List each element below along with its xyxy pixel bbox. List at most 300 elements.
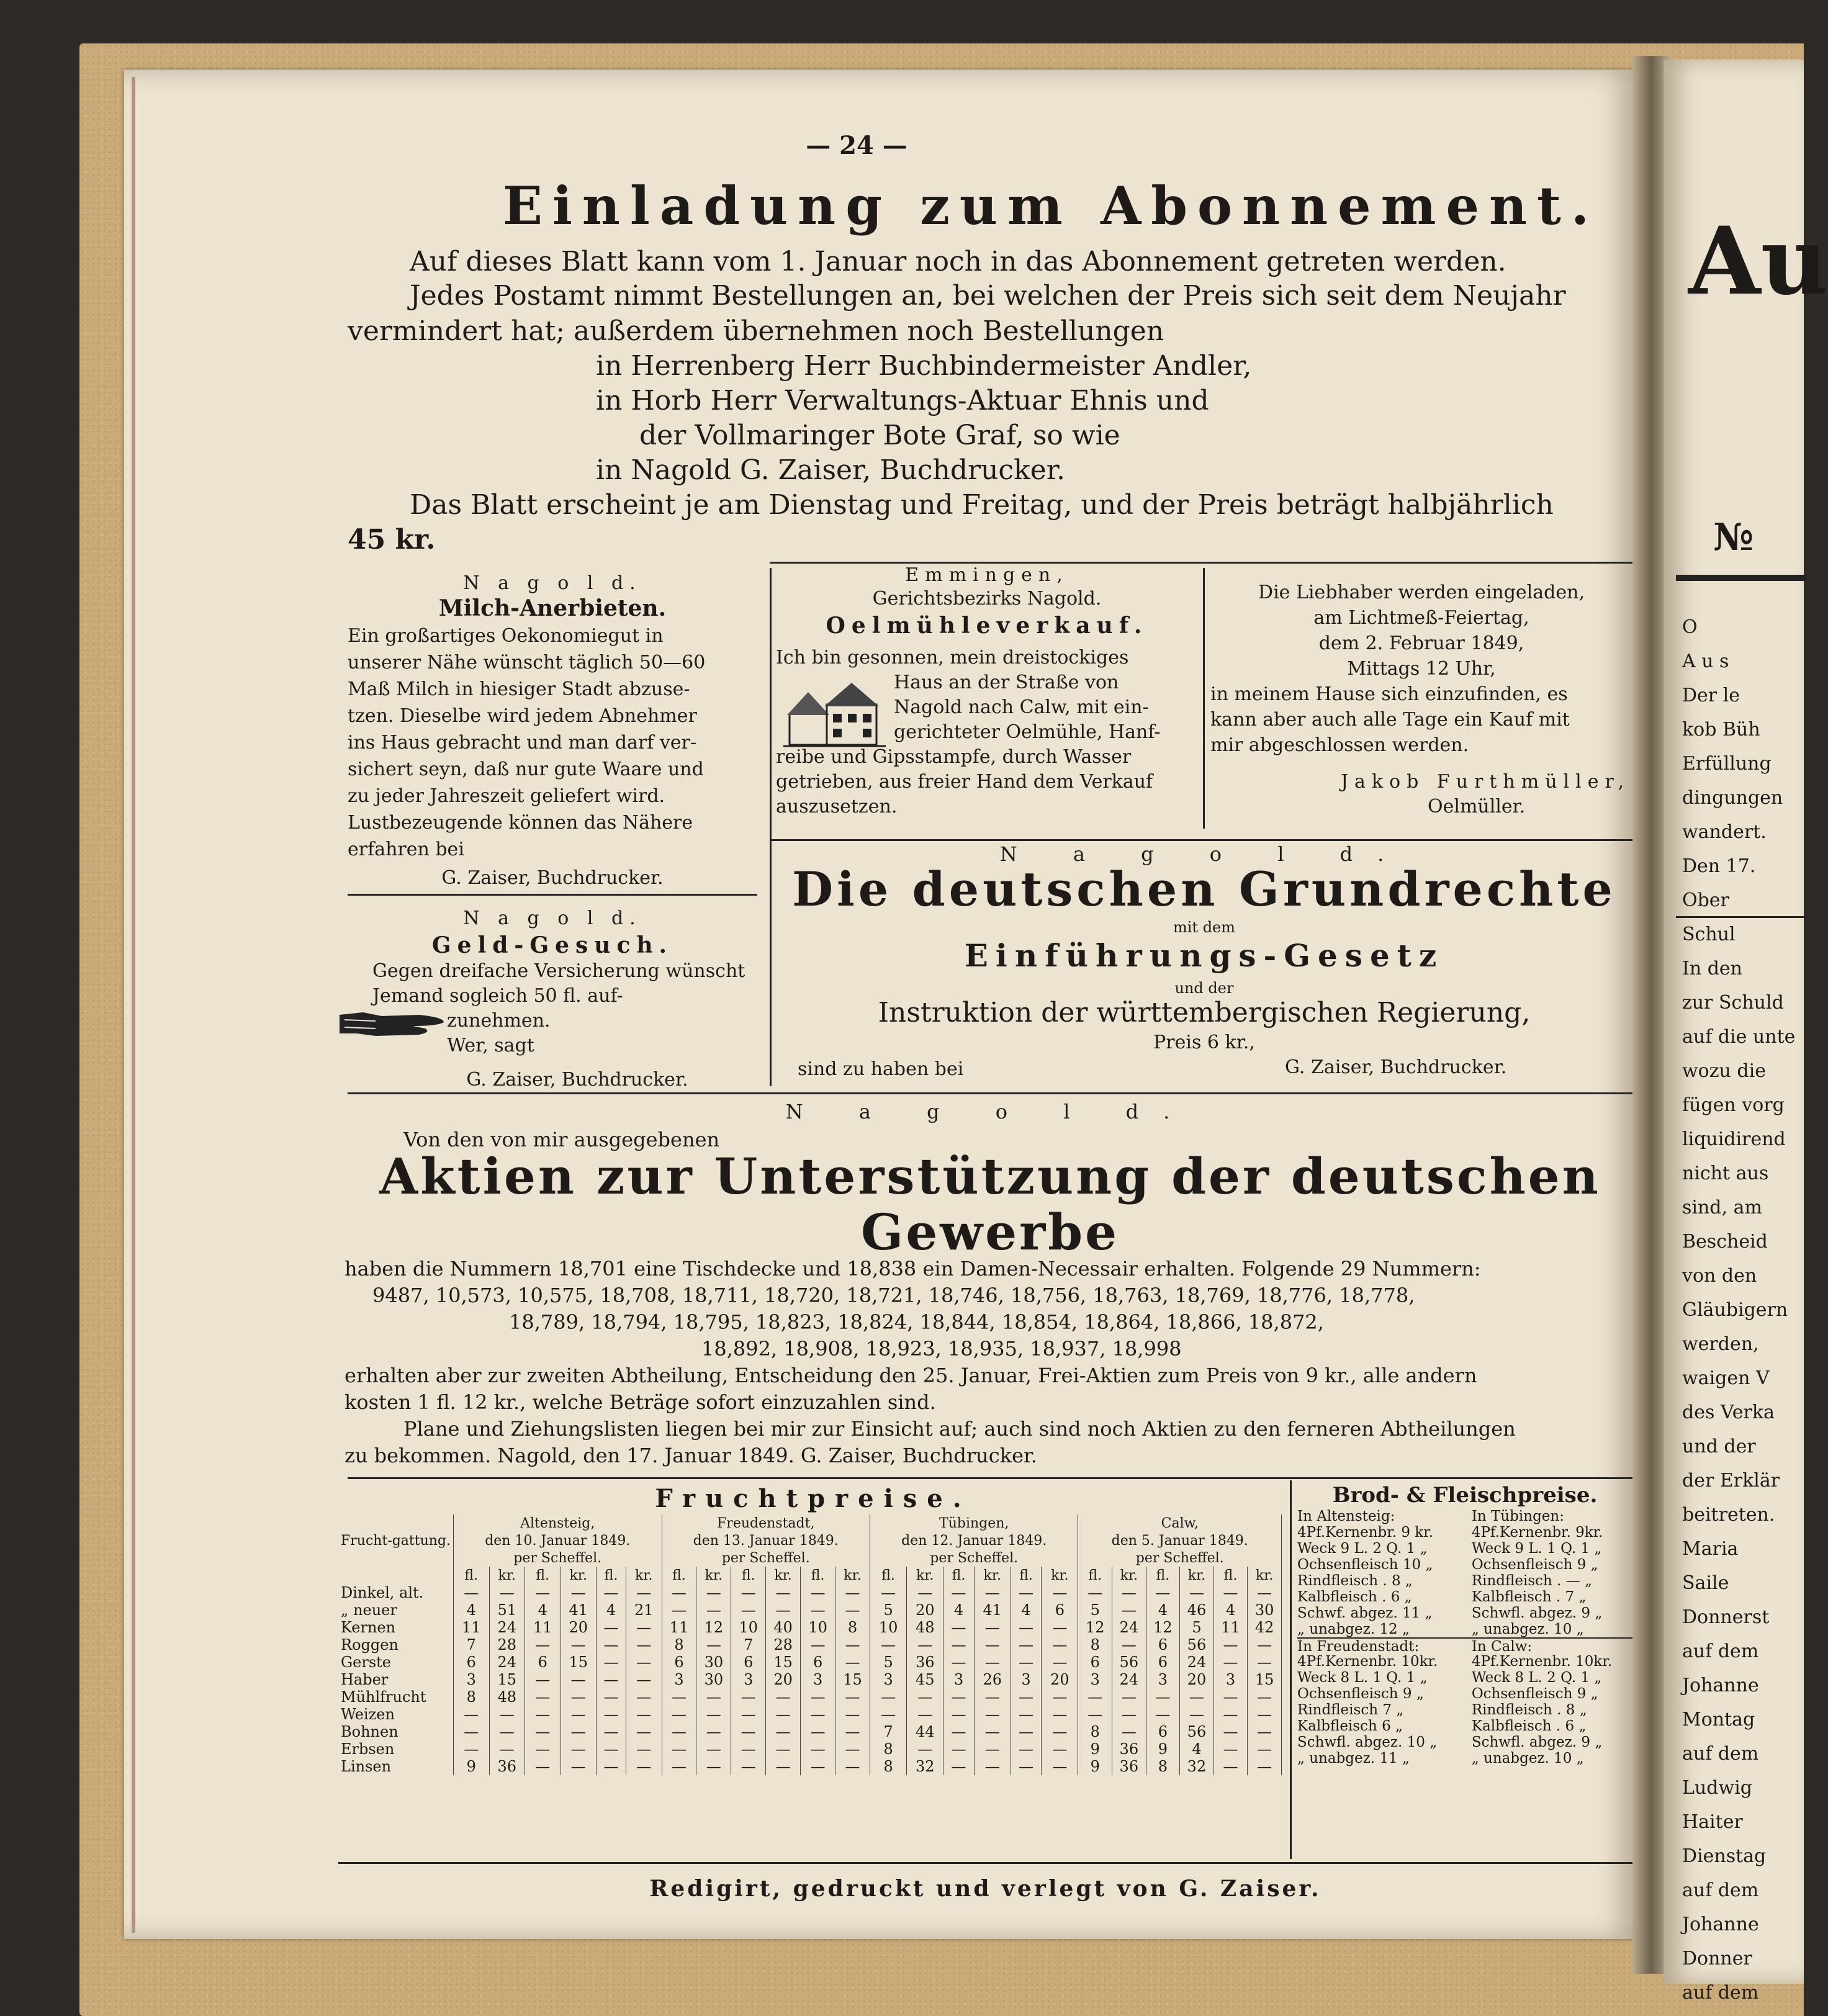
price-cell: 4 (1011, 1601, 1041, 1619)
price-cell: 36 (1112, 1740, 1146, 1758)
price-cell: — (696, 1601, 731, 1619)
grundrechte-available: sind zu haben bei (798, 1058, 964, 1080)
text-line: Haus an der Straße von (894, 672, 1119, 693)
price-cell: 4 (1213, 1601, 1248, 1619)
fruchtpreise-corner: Frucht-gattung. (338, 1514, 454, 1567)
price-cell: 6 (662, 1654, 696, 1671)
price-cell: 48 (489, 1688, 525, 1706)
aktien-title-2: Gewerbe (861, 1203, 1119, 1261)
price-cell: — (1011, 1706, 1041, 1723)
price-cell: — (626, 1619, 662, 1636)
text-line: auf dem (1682, 1640, 1759, 1662)
price-cell: — (1042, 1636, 1078, 1654)
price-entry: 4Pf.Kernenbr. 10kr. (1471, 1654, 1613, 1670)
text-line: am Lichtmeß-Feiertag, (1313, 607, 1529, 629)
price-cell: 4 (525, 1601, 561, 1619)
price-cell: — (1248, 1654, 1282, 1671)
price-cell: — (1146, 1688, 1180, 1706)
price-cell: — (1180, 1688, 1214, 1706)
price-cell: — (1213, 1740, 1248, 1758)
list-item (1297, 1605, 1632, 1621)
price-cell: 24 (1112, 1671, 1146, 1688)
text-line: Die Liebhaber werden eingeladen, (1258, 582, 1585, 603)
price-cell: — (766, 1601, 801, 1619)
price-cell: — (766, 1706, 801, 1723)
price-cell: — (1213, 1636, 1248, 1654)
text-line: 18,892, 18,908, 18,923, 18,935, 18,937, 18,998 (701, 1337, 1182, 1361)
price-cell: — (662, 1601, 696, 1619)
text-line: gerichteter Oelmühle, Hanf- (894, 721, 1161, 743)
price-cell: 15 (766, 1654, 801, 1671)
price-cell: — (1042, 1654, 1078, 1671)
price-cell: — (662, 1706, 696, 1723)
price-cell: — (835, 1723, 870, 1740)
text-line: tzen. Dieselbe wird jedem Abnehmer (348, 705, 697, 727)
aktien-intro: Von den von mir ausgegebenen (403, 1128, 720, 1151)
price-cell: 3 (1213, 1671, 1248, 1688)
text-line: Plane und Ziehungslisten liegen bei mir zur Einsicht auf; auch sind noch Aktien zu den ferneren Abtheilungen (403, 1417, 1516, 1441)
price-cell: — (561, 1740, 597, 1758)
price-entry: Rindfleisch . 8 „ (1297, 1573, 1413, 1589)
milch-signature: G. Zaiser, Buchdrucker. (441, 867, 664, 889)
price-entry: Ochsenfleisch 9 „ (1297, 1686, 1424, 1702)
grain-label: „ neuer (338, 1601, 454, 1619)
price-cell: 6 (801, 1654, 835, 1671)
price-cell: 36 (489, 1758, 525, 1775)
text-line: Der le (1682, 685, 1740, 706)
price-cell: — (525, 1584, 561, 1601)
price-cell: — (1112, 1601, 1146, 1619)
text-line: Saile (1682, 1572, 1729, 1594)
price-cell: — (766, 1584, 801, 1601)
text-line: Lustbezeugende können das Nähere (348, 812, 693, 834)
table-row (338, 1601, 1282, 1619)
footer-rule (338, 1862, 1632, 1864)
price-cell: 48 (907, 1619, 943, 1636)
price-cell: — (731, 1584, 766, 1601)
text-line: fügen vorg (1682, 1094, 1785, 1116)
text-line: mir abgeschlossen werden. (1210, 734, 1469, 756)
price-cell: — (489, 1740, 525, 1758)
price-cell: 8 (662, 1636, 696, 1654)
price-cell: — (766, 1723, 801, 1740)
price-cell: — (801, 1758, 835, 1775)
text-line: beitreten. (1682, 1504, 1775, 1526)
text-line: nicht aus (1682, 1163, 1769, 1184)
price-cell: — (561, 1636, 597, 1654)
geld-signature: G. Zaiser, Buchdrucker. (466, 1069, 688, 1091)
text-line: Haiter (1682, 1811, 1743, 1833)
price-cell: — (626, 1671, 662, 1688)
price-cell: 24 (489, 1654, 525, 1671)
price-cell: 10 (801, 1619, 835, 1636)
price-cell: 6 (1078, 1654, 1112, 1671)
price-cell: — (766, 1688, 801, 1706)
text-line: des Verka (1682, 1402, 1775, 1423)
price-cell: 56 (1112, 1654, 1146, 1671)
price-cell: 9 (1146, 1740, 1180, 1758)
price-cell: 4 (454, 1601, 490, 1619)
text-line: 9487, 10,573, 10,575, 18,708, 18,711, 18,720, 18,721, 18,746, 18,756, 18,763, 18,769, 18,776, 18,778, (372, 1284, 1415, 1307)
price-unit-head: fl. (1011, 1567, 1041, 1584)
price-cell: — (626, 1740, 662, 1758)
text-line: Donner (1682, 1948, 1752, 1969)
price-cell: — (525, 1758, 561, 1775)
price-cell: 3 (731, 1671, 766, 1688)
list-item (1297, 1557, 1632, 1573)
price-cell: 40 (766, 1619, 801, 1636)
grundrechte-signature: G. Zaiser, Buchdrucker. (1285, 1056, 1507, 1078)
subhead-blank (338, 1567, 454, 1584)
price-cell: — (489, 1723, 525, 1740)
text-line: auf die unte (1682, 1026, 1796, 1048)
fruchtpreise-table (338, 1514, 1282, 1775)
price-unit-head: kr. (766, 1567, 801, 1584)
price-entry: Rindfleisch . 8 „ (1471, 1702, 1587, 1718)
price-cell: 9 (1078, 1740, 1112, 1758)
price-entry: Ochsenfleisch 10 „ (1297, 1557, 1433, 1573)
next-page (1664, 60, 1828, 2004)
grain-label: Kernen (338, 1619, 454, 1636)
price-cell: — (561, 1688, 597, 1706)
column-divider (770, 568, 772, 841)
abonnement-line: in Horb Herr Verwaltungs-Aktuar Ehnis und (596, 385, 1209, 416)
section-rule (348, 1477, 1632, 1479)
text-line: O (1682, 616, 1698, 638)
table-row (338, 1723, 1282, 1740)
price-cell: 20 (766, 1671, 801, 1688)
text-line: kob Büh (1682, 719, 1760, 740)
abonnement-price: 45 kr. (348, 524, 436, 556)
geld-place: N a g o l d. (463, 907, 642, 929)
price-cell: — (943, 1688, 974, 1706)
price-cell: 36 (1112, 1758, 1146, 1775)
grundrechte-subtitle: Einführungs-Gesetz (964, 937, 1444, 974)
price-cell: — (835, 1636, 870, 1654)
text-line: zunehmen. (447, 1010, 551, 1032)
price-cell: — (696, 1740, 731, 1758)
price-cell: — (1011, 1758, 1041, 1775)
price-cell: 6 (525, 1654, 561, 1671)
price-entry: „ unabgez. 12 „ (1297, 1621, 1410, 1637)
list-item (1297, 1637, 1632, 1654)
price-cell: 56 (1180, 1636, 1214, 1654)
grundrechte-price: Preis 6 kr., (1153, 1032, 1255, 1053)
price-cell: 41 (561, 1601, 597, 1619)
list-item (1297, 1702, 1632, 1718)
price-cell: 5 (870, 1654, 907, 1671)
table-row (338, 1636, 1282, 1654)
list-item (1297, 1541, 1632, 1557)
text-line: Donnerst (1682, 1606, 1770, 1628)
table-row (338, 1688, 1282, 1706)
price-cell: — (1248, 1706, 1282, 1723)
price-cell: — (1011, 1584, 1041, 1601)
abonnement-line: Auf dieses Blatt kann vom 1. Januar noch in das Abonnement getreten werden. (410, 246, 1506, 277)
price-cell: — (662, 1758, 696, 1775)
price-cell: — (974, 1688, 1011, 1706)
text-line: zu jeder Jahreszeit geliefert wird. (348, 785, 665, 807)
text-line: wozu die (1682, 1060, 1766, 1082)
price-cell: — (974, 1758, 1011, 1775)
oelmuehle-place: Emmingen, (905, 564, 1069, 586)
price-cell: 32 (907, 1758, 943, 1775)
price-cell: 20 (1042, 1671, 1078, 1688)
price-cell: — (1112, 1723, 1146, 1740)
geld-title: Geld-Gesuch. (431, 932, 673, 958)
price-cell: — (454, 1740, 490, 1758)
text-line: erfahren bei (348, 839, 464, 860)
text-line: haben die Nummern 18,701 eine Tischdecke und 18,838 ein Damen-Necessair erhalten. Folgende 29 Nummern: (344, 1257, 1481, 1280)
list-item (1297, 1734, 1632, 1750)
list-item (1297, 1718, 1632, 1734)
price-cell: — (1213, 1654, 1248, 1671)
price-cell: — (943, 1636, 974, 1654)
mill-house-illustration (783, 677, 889, 751)
text-line: dingungen (1682, 787, 1783, 809)
price-cell: — (454, 1723, 490, 1740)
market-name: Freudenstadt, (662, 1514, 870, 1532)
price-cell: 24 (489, 1619, 525, 1636)
price-cell: 41 (974, 1601, 1011, 1619)
price-cell: — (696, 1758, 731, 1775)
text-line: Ludwig (1682, 1777, 1752, 1799)
price-cell: — (943, 1758, 974, 1775)
price-entry: Kalbfleisch . 7 „ (1471, 1589, 1587, 1605)
market-unit: per Scheffel. (662, 1549, 870, 1567)
price-entry: Schwfl. abgez. 9 „ (1471, 1605, 1603, 1621)
text-line: Johanne (1682, 1914, 1759, 1935)
next-page-rule (1676, 575, 1806, 581)
price-cell: 8 (870, 1740, 907, 1758)
text-line: Ich bin gesonnen, mein dreistockiges (776, 647, 1129, 668)
price-cell: — (835, 1688, 870, 1706)
price-cell: — (597, 1671, 626, 1688)
price-cell: — (835, 1758, 870, 1775)
oelmuehle-title: Oelmühleverkauf. (826, 613, 1148, 639)
price-cell: — (1042, 1584, 1078, 1601)
grundrechte-und-der: und der (1174, 979, 1234, 997)
price-cell: 20 (561, 1619, 597, 1636)
price-cell: — (974, 1636, 1011, 1654)
price-unit-head: kr. (626, 1567, 662, 1584)
text-line: sichert seyn, daß nur gute Waare und (348, 758, 704, 780)
price-unit-head: kr. (489, 1567, 525, 1584)
price-cell: — (525, 1671, 561, 1688)
price-cell: — (454, 1584, 490, 1601)
price-cell: — (1112, 1706, 1146, 1723)
price-cell: 51 (489, 1601, 525, 1619)
text-line: zur Schuld (1682, 992, 1784, 1014)
price-unit-head: kr. (696, 1567, 731, 1584)
text-line: waigen V (1682, 1367, 1770, 1389)
price-unit-head: kr. (561, 1567, 597, 1584)
price-cell: — (943, 1740, 974, 1758)
price-cell: 4 (1146, 1601, 1180, 1619)
text-line: auf dem (1682, 1982, 1759, 2004)
text-line: 18,789, 18,794, 18,795, 18,823, 18,824, 18,844, 18,854, 18,864, 18,866, 18,872, (509, 1310, 1324, 1334)
grain-label: Haber (338, 1671, 454, 1688)
price-cell: 3 (662, 1671, 696, 1688)
market-unit: per Scheffel. (1078, 1549, 1282, 1567)
price-cell: — (561, 1584, 597, 1601)
table-row (338, 1740, 1282, 1758)
price-cell: 10 (870, 1619, 907, 1636)
price-cell: 3 (801, 1671, 835, 1688)
price-unit-head: fl. (1146, 1567, 1180, 1584)
price-cell: — (1248, 1740, 1282, 1758)
text-line: unserer Nähe wünscht täglich 50—60 (348, 652, 706, 673)
price-cell: 4 (597, 1601, 626, 1619)
page-edge (132, 77, 135, 1933)
price-cell: 8 (1078, 1723, 1112, 1740)
grain-label: Mühlfrucht (338, 1688, 454, 1706)
price-cell: — (1112, 1584, 1146, 1601)
market-date: den 13. Januar 1849. (662, 1532, 870, 1549)
price-cell: 3 (454, 1671, 490, 1688)
price-cell: 11 (525, 1619, 561, 1636)
price-cell: — (626, 1758, 662, 1775)
price-cell: 9 (1078, 1758, 1112, 1775)
price-cell: 7 (731, 1636, 766, 1654)
price-cell: — (662, 1740, 696, 1758)
footer-imprint: Redigirt, gedruckt und verlegt von G. Zaiser. (649, 1876, 1321, 1902)
price-unit-head: fl. (870, 1567, 907, 1584)
price-cell: — (662, 1688, 696, 1706)
price-unit-head: kr. (835, 1567, 870, 1584)
price-entry: Kalbfleisch . 6 „ (1471, 1718, 1587, 1734)
price-cell: — (561, 1723, 597, 1740)
price-cell: 3 (1146, 1671, 1180, 1688)
text-line: in meinem Hause sich einzufinden, es (1210, 683, 1568, 705)
price-cell: — (1042, 1758, 1078, 1775)
text-line: Gegen dreifache Versicherung wünscht (372, 960, 745, 982)
price-cell: — (870, 1636, 907, 1654)
price-cell: — (974, 1654, 1011, 1671)
price-cell: — (597, 1758, 626, 1775)
price-cell: — (943, 1654, 974, 1671)
price-cell: — (662, 1723, 696, 1740)
text-line: sind, am (1682, 1197, 1762, 1218)
price-cell: — (731, 1601, 766, 1619)
market-date: den 12. Januar 1849. (870, 1532, 1078, 1549)
list-item (1297, 1750, 1632, 1766)
table-row (338, 1619, 1282, 1636)
price-cell: — (801, 1740, 835, 1758)
text-line: Johanne (1682, 1675, 1759, 1696)
price-cell: — (597, 1636, 626, 1654)
price-cell: 10 (731, 1619, 766, 1636)
text-line: Jemand sogleich 50 fl. auf- (372, 985, 623, 1007)
text-line: Mittags 12 Uhr, (1347, 658, 1496, 680)
price-cell: — (835, 1706, 870, 1723)
table-row (338, 1706, 1282, 1723)
price-cell: — (1248, 1584, 1282, 1601)
grain-label: Erbsen (338, 1740, 454, 1758)
price-cell: — (801, 1636, 835, 1654)
price-cell: — (1248, 1688, 1282, 1706)
column-divider (1203, 568, 1205, 829)
price-cell: — (597, 1688, 626, 1706)
price-cell: 7 (870, 1723, 907, 1740)
price-cell: — (731, 1723, 766, 1740)
price-cell: 4 (943, 1601, 974, 1619)
price-entry: Kalbfleisch 6 „ (1297, 1718, 1403, 1734)
price-cell: — (943, 1619, 974, 1636)
page-number: — 24 — (806, 131, 907, 160)
list-item (1297, 1654, 1632, 1670)
next-page-number: № (1713, 516, 1754, 559)
price-cell: — (561, 1758, 597, 1775)
price-cell: — (870, 1688, 907, 1706)
price-cell: — (943, 1706, 974, 1723)
price-cell: 36 (907, 1654, 943, 1671)
price-cell: — (1011, 1619, 1041, 1636)
price-cell: — (974, 1584, 1011, 1601)
price-cell: 3 (870, 1671, 907, 1688)
text-line: Bescheid (1682, 1231, 1768, 1253)
price-cell: — (626, 1688, 662, 1706)
price-cell: — (907, 1688, 943, 1706)
price-cell: 3 (1078, 1671, 1112, 1688)
price-cell: — (1213, 1688, 1248, 1706)
price-cell: — (597, 1723, 626, 1740)
list-item (1297, 1686, 1632, 1702)
price-unit-head: fl. (454, 1567, 490, 1584)
price-cell: — (696, 1636, 731, 1654)
price-unit-head: kr. (907, 1567, 943, 1584)
price-cell: 12 (1078, 1619, 1112, 1636)
text-line: und der (1682, 1436, 1756, 1457)
price-cell: — (907, 1636, 943, 1654)
price-entry: Schwfl. abgez. 9 „ (1471, 1734, 1603, 1750)
price-cell: — (835, 1584, 870, 1601)
price-entry: Weck 9 L. 2 Q. 1 „ (1297, 1541, 1428, 1557)
text-line: wandert. (1682, 821, 1767, 843)
price-cell: — (525, 1706, 561, 1723)
price-cell: — (1248, 1636, 1282, 1654)
price-cell: — (907, 1584, 943, 1601)
text-line: liquidirend (1682, 1128, 1786, 1150)
text-line: A u s (1682, 650, 1729, 672)
price-entry: Ochsenfleisch 9 „ (1471, 1557, 1598, 1573)
milch-rule (348, 894, 757, 896)
price-cell: — (626, 1654, 662, 1671)
column-divider (770, 838, 772, 1086)
price-cell: — (1078, 1688, 1112, 1706)
text-line: In den (1682, 958, 1742, 979)
text-line: Maria (1682, 1538, 1739, 1560)
milch-place: N a g o l d. (463, 572, 642, 594)
liebhaber-name: Jakob Furthmüller, (1341, 771, 1631, 793)
price-cell: 8 (1146, 1758, 1180, 1775)
price-unit-head: fl. (731, 1567, 766, 1584)
text-line: auszusetzen. (776, 796, 898, 817)
price-cell: — (597, 1619, 626, 1636)
price-cell: 4 (1180, 1740, 1214, 1758)
price-cell: 11 (1213, 1619, 1248, 1636)
price-cell: 21 (626, 1601, 662, 1619)
price-cell: — (525, 1688, 561, 1706)
price-cell: 15 (1248, 1671, 1282, 1688)
list-item (1297, 1589, 1632, 1605)
section-rule (770, 562, 1632, 564)
price-cell: — (454, 1706, 490, 1723)
grain-label: Bohnen (338, 1723, 454, 1740)
market-unit: per Scheffel. (454, 1549, 662, 1567)
price-unit-head: fl. (943, 1567, 974, 1584)
price-cell: — (974, 1619, 1011, 1636)
